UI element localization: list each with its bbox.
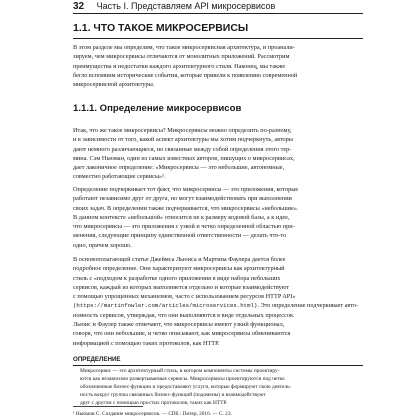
text-line: что микросервисы — это приложения с узкой и четко определенной областью при- <box>73 223 295 231</box>
text-line: сервисов, каждый из которых выполняется отдельно и которые взаимодействуют <box>73 283 290 291</box>
text-line: совместно работающие сервисы»¹. <box>73 173 166 181</box>
text-line: стиль с «подходом к разработке одного приложения в виде набора небольших <box>73 274 281 282</box>
text-line: менения, следующие принципу единственной ответственности — делать что-то <box>73 232 287 240</box>
text-line: Определение подчеркивает тот факт, что микросервисы — это приложения, которые <box>73 186 299 193</box>
definition-box <box>80 367 360 407</box>
text-line <box>73 301 363 310</box>
definition-line: друг с другом с помощью простых протоколов, таких как HTTP. <box>80 400 228 406</box>
definition-heading: ОПРЕДЕЛЕНИЕ <box>73 356 121 363</box>
text-line: одно, причем хорошо. <box>73 241 132 249</box>
text-line: с помощью упрощенных механизмов, часто с использованием ресурсов HTTP API» <box>73 293 296 301</box>
definition-line: Микросервис — это архитектурный стиль, в котором компоненты системы проектиру- <box>80 368 280 374</box>
running-header <box>73 0 373 12</box>
text-line: дает лаконичное определение: «Микросервисы — это небольшие, автономные, <box>73 164 285 172</box>
text-line: Льюис и Фаулер также отмечают, что микросервисы имеют узкий функционал, <box>73 321 285 329</box>
text-line: дают немного различающиеся, но связанные между собой определения этого тер- <box>73 145 292 153</box>
paragraph-3 <box>73 255 363 348</box>
definition-line: ются как независимо развертываемые сервисы. Микросервисы проектируются под четко <box>80 376 285 382</box>
paragraph-1 <box>73 126 363 182</box>
text-line: В основополагающей статье Джеймса Льюиса и Мартина Фаулера дается более <box>73 256 286 263</box>
text-line: говоря, что они небольшие, и четко описывают, как микросервисы обмениваются <box>73 330 291 338</box>
text-line: своих задач. В определении также подчеркивается, что микросервисы «небольшие». <box>73 204 299 212</box>
page-number: 32 <box>73 1 85 12</box>
text-line: В данном контексте «небольшой» относится не к размеру кодовой базы, а к идее, <box>73 213 290 221</box>
text-line: микросервисной архитектуры. <box>73 81 155 89</box>
section-heading-rule <box>73 38 363 39</box>
section-intro-paragraph <box>73 43 363 89</box>
text-line: мина. Сэм Ньюман, один из самых известных авторов, пишущих о микросервисах, <box>73 154 295 162</box>
text-line: и в зависимости от того, какой аспект архитектуры мы хотим подчеркнуть, авторы <box>73 136 293 144</box>
text-fragment: . Это определение подчеркивает авто- <box>257 302 359 310</box>
header-rule <box>73 13 363 14</box>
definition-rule <box>73 365 363 366</box>
text-line: информацией с помощью таких протоколов, как HTTP. <box>73 339 220 347</box>
paragraph-2 <box>73 185 363 250</box>
article-link[interactable]: (https://martinfowler.com/articles/microservices.html) <box>73 302 258 310</box>
section-heading: 1.1. ЧТО ТАКОЕ МИКРОСЕРВИСЫ <box>73 22 249 34</box>
text-line: подробное определение. Они характеризуют микросервисы как архитектурный <box>73 265 285 273</box>
definition-line: ность вокруг группы связанных бизнес-функций (подомены) и взаимодействуют <box>80 392 266 398</box>
text-line: зируем, чем микросервисы отличаются от монолитных приложений. Рассмотрим <box>73 53 290 61</box>
text-line: работают независимо друг от друга, но могут взаимодействовать при выполнении <box>73 195 292 203</box>
text-line: Итак, что же такое микросервисы? Микросервисы можно определить по-разному, <box>73 127 292 134</box>
text-line: преимущества и недостатки каждого архитектурного стиля. Наконец, мы также <box>73 62 286 70</box>
subsection-heading: 1.1.1. Определение микросервисов <box>73 103 242 114</box>
definition-line: обозначенные бизнес-функции и предоставляют услуги, которые формируют свою деятель- <box>80 384 292 390</box>
footnote: ¹ Ньюман С. Создание микросервисов. — СПб.: Питер, 2016. — С. 23. <box>73 411 232 417</box>
text-line: бегло вспомним исторические события, которые привели к появлению современной <box>73 71 298 79</box>
text-line: В этом разделе мы определим, что такое микросервисная архитектура, и проанали- <box>73 44 295 51</box>
part-title: Часть I. Представляем API микросервисов <box>96 1 276 11</box>
text-line: номность сервисов, утверждая, что они выполняются в виде отдельных процессов. <box>73 311 295 319</box>
footnote-rule <box>73 406 143 407</box>
